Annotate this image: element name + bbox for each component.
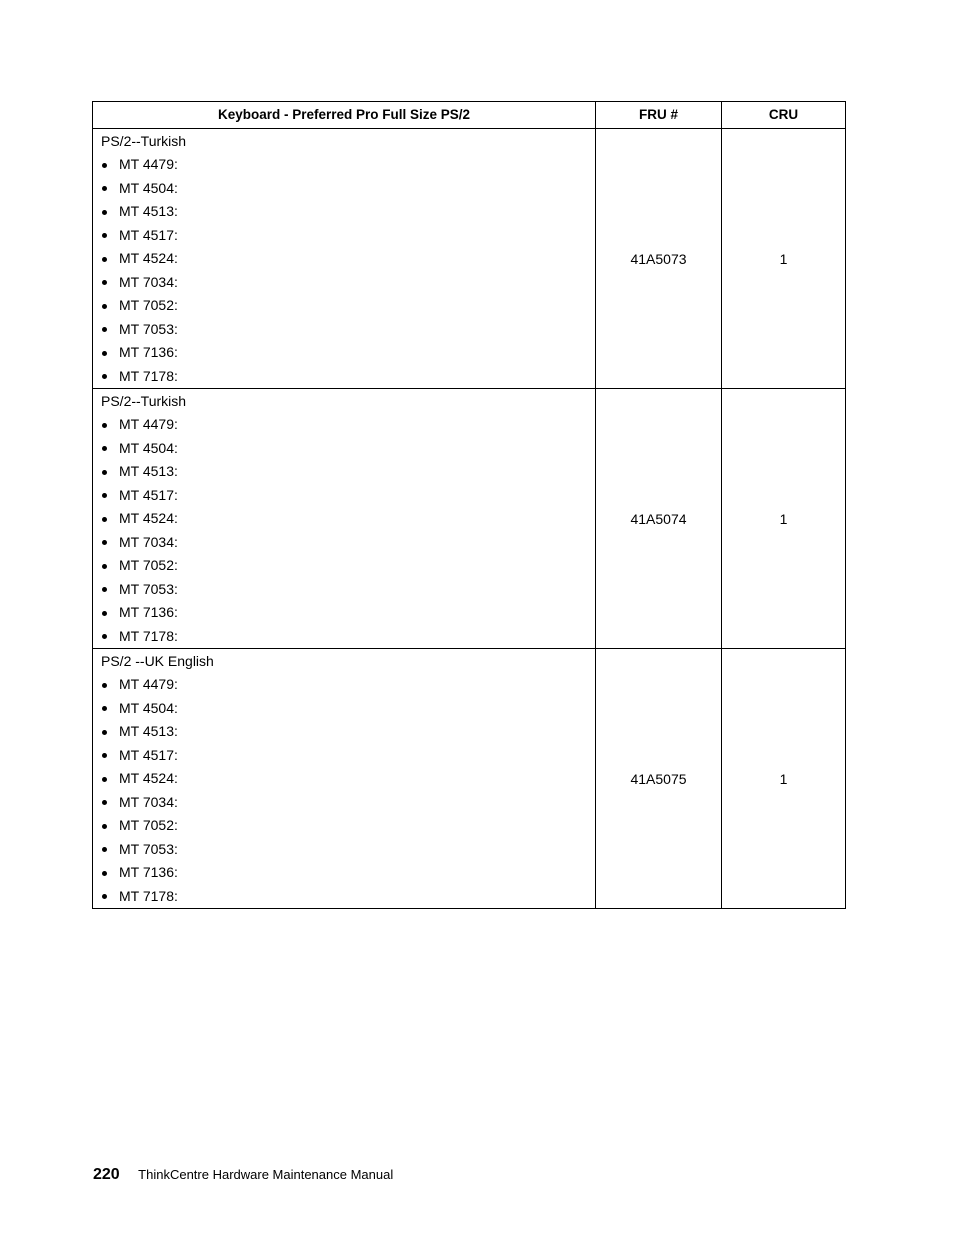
- page-footer: [93, 1164, 393, 1186]
- fru-cell: 41A5074: [596, 389, 722, 649]
- machine-type-list: [101, 673, 595, 908]
- description-cell: [93, 389, 596, 649]
- list-item: MT 7052:: [101, 814, 595, 838]
- list-item: MT 7034:: [101, 791, 595, 815]
- list-item: MT 7034:: [101, 271, 595, 295]
- cru-cell: 1: [722, 649, 846, 909]
- list-item: MT 7052:: [101, 554, 595, 578]
- manual-title: ThinkCentre Hardware Maintenance Manual: [138, 1167, 394, 1182]
- list-item: MT 7052:: [101, 294, 595, 318]
- list-item: MT 4517:: [101, 224, 595, 248]
- list-item: MT 7053:: [101, 578, 595, 602]
- cru-cell: 1: [722, 389, 846, 649]
- fru-cell: 41A5075: [596, 649, 722, 909]
- fru-cell: 41A5073: [596, 129, 722, 389]
- description-cell: [93, 129, 596, 389]
- list-item: MT 4524:: [101, 507, 595, 531]
- list-item: MT 4479:: [101, 153, 595, 177]
- list-item: MT 7178:: [101, 365, 595, 389]
- header-description: Keyboard - Preferred Pro Full Size PS/2: [93, 102, 596, 129]
- list-item: MT 4479:: [101, 413, 595, 437]
- cru-cell: 1: [722, 129, 846, 389]
- list-item: MT 7136:: [101, 861, 595, 885]
- list-item: MT 7034:: [101, 531, 595, 555]
- header-fru: FRU #: [596, 102, 722, 129]
- machine-type-list: [101, 413, 595, 648]
- list-item: MT 4513:: [101, 460, 595, 484]
- list-item: MT 7053:: [101, 318, 595, 342]
- list-item: MT 4513:: [101, 200, 595, 224]
- list-item: MT 4517:: [101, 484, 595, 508]
- list-item: MT 7178:: [101, 625, 595, 649]
- machine-type-list: [101, 153, 595, 388]
- page-number: 220: [93, 1166, 120, 1183]
- list-item: MT 7053:: [101, 838, 595, 862]
- list-item: MT 4524:: [101, 247, 595, 271]
- group-title: PS/2 --UK English: [101, 653, 214, 669]
- list-item: MT 4517:: [101, 744, 595, 768]
- list-item: MT 4524:: [101, 767, 595, 791]
- header-cru: CRU: [722, 102, 846, 129]
- table-row: [93, 129, 846, 389]
- table-row: [93, 389, 846, 649]
- list-item: MT 4513:: [101, 720, 595, 744]
- group-title: PS/2--Turkish: [101, 133, 187, 149]
- list-item: MT 7136:: [101, 601, 595, 625]
- list-item: MT 4479:: [101, 673, 595, 697]
- fru-table: [92, 101, 846, 909]
- list-item: MT 4504:: [101, 437, 595, 461]
- table-row: [93, 649, 846, 909]
- list-item: MT 7178:: [101, 885, 595, 909]
- description-cell: [93, 649, 596, 909]
- list-item: MT 4504:: [101, 697, 595, 721]
- group-title: PS/2--Turkish: [101, 393, 187, 409]
- list-item: MT 4504:: [101, 177, 595, 201]
- list-item: MT 7136:: [101, 341, 595, 365]
- table-header-row: [93, 102, 846, 129]
